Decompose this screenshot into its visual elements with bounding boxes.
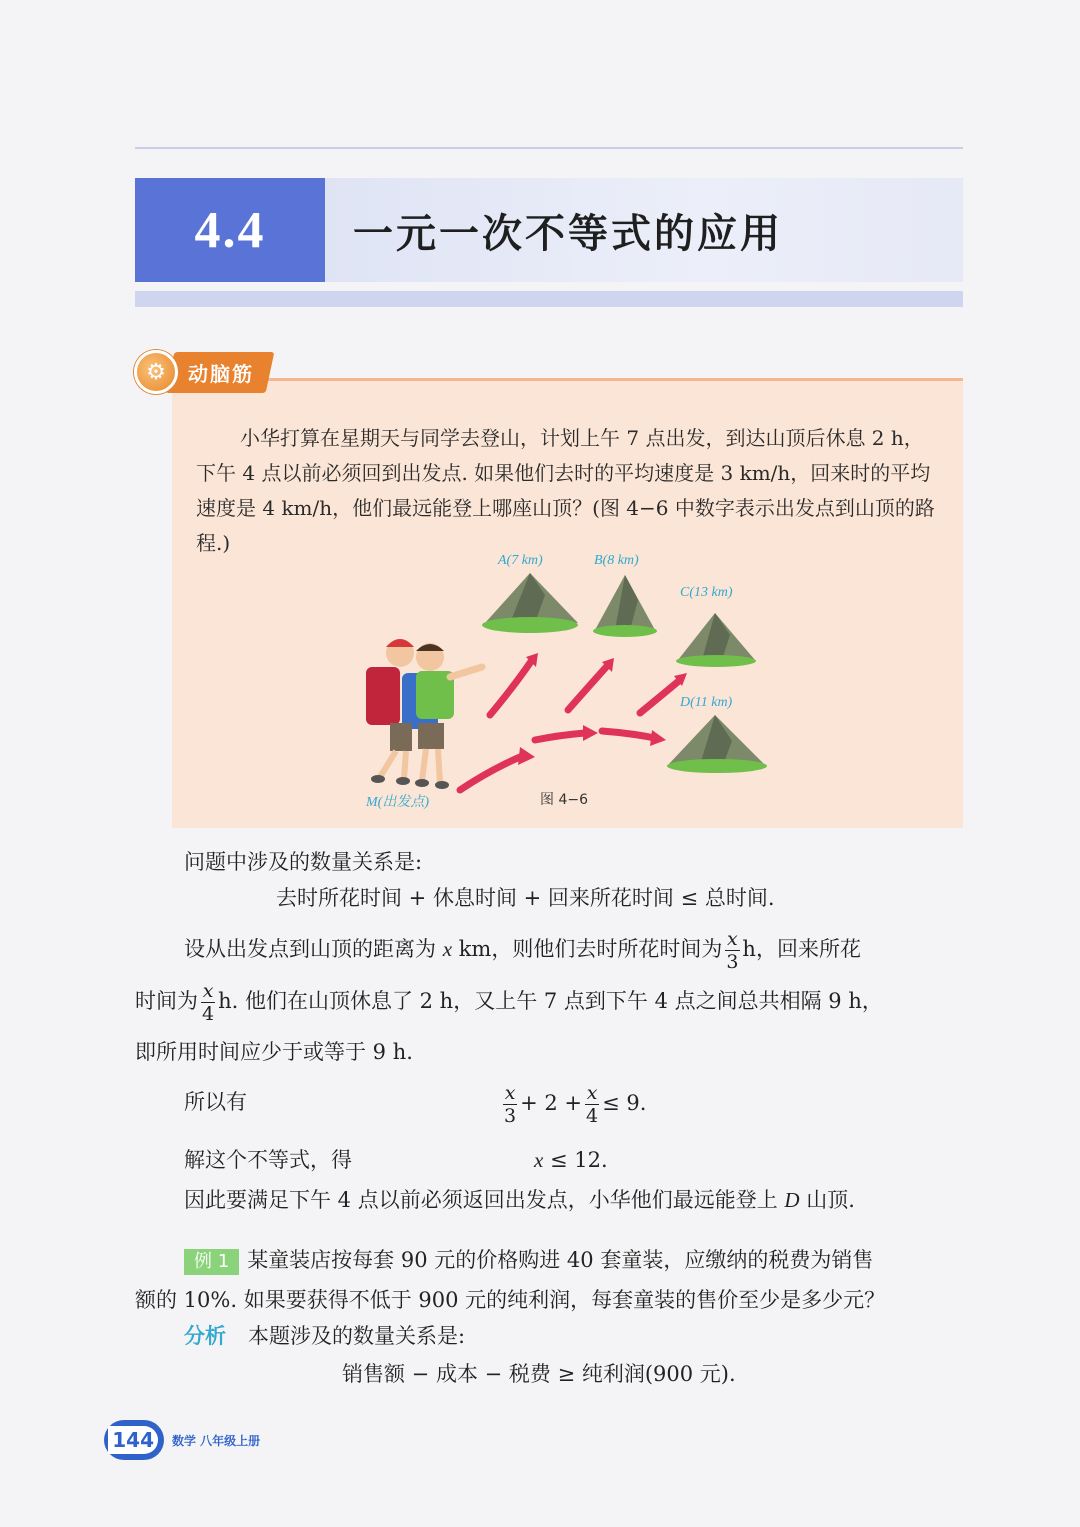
relation-intro: 问题中涉及的数量关系是: bbox=[184, 850, 423, 874]
mountain-d bbox=[667, 715, 767, 773]
solve-label: 解这个不等式，得 bbox=[184, 1148, 352, 1172]
page-number: 144 bbox=[108, 1426, 158, 1454]
fraction-x-over-3: $\frac{x}{3}$ bbox=[726, 928, 739, 973]
section-title: 一元一次不等式的应用 bbox=[353, 209, 783, 257]
time-limit-line: 即所用时间应少于或等于 9 h. bbox=[135, 1040, 413, 1064]
solve-result: x ≤ 12. bbox=[534, 1148, 608, 1172]
route-arrows bbox=[460, 660, 680, 790]
section-number: 4.4 bbox=[135, 178, 325, 282]
top-rule bbox=[135, 147, 963, 149]
example-1-line1: 例 1 某童装店按每套 90 元的价格购进 40 套童装，应缴纳的税费为销售 bbox=[184, 1246, 873, 1275]
page-footer bbox=[104, 1418, 260, 1462]
mountain-label-b: B(8 km) bbox=[594, 553, 639, 568]
section-header bbox=[135, 178, 963, 282]
think-label: 动脑筋 bbox=[188, 361, 254, 386]
mountain-b bbox=[593, 575, 657, 637]
so-label: 所以有 bbox=[184, 1090, 247, 1114]
book-title: 数学 八年级上册 bbox=[172, 1433, 261, 1448]
start-point-label: M(出发点) bbox=[366, 795, 429, 810]
example-1-line2: 额的 10%. 如果要获得不低于 900 元的纯利润，每套童装的售价至少是多少元？ bbox=[135, 1288, 886, 1312]
think-problem-text: 小华打算在星期天与同学去登山，计划上午 7 点出发，到达山顶后休息 2 h，下午 4 点以前必须回到出发点. 如果他们去时的平均速度是 3 km/h，回来时的平均速度是 4 km/h，他们最远能登上哪座山顶？(图 4−6 中数字表示出发点到山顶的路程.) bbox=[196, 426, 935, 555]
example-relation: 销售额 − 成本 − 税费 ≥ 纯利润(900 元). bbox=[342, 1362, 736, 1386]
analysis-tag: 分析 bbox=[184, 1324, 226, 1348]
mountain-label-a: A(7 km) bbox=[498, 553, 543, 568]
section-underbar bbox=[135, 291, 963, 307]
time-line: 时间为 $\frac{x}{4}$ h. 他们在山顶休息了 2 h，又上午 7 点到下午 4 点之间总共相隔 9 h， bbox=[135, 980, 883, 1025]
gear-icon: ⚙ bbox=[134, 350, 178, 394]
hikers bbox=[366, 639, 482, 789]
figure-4-6 bbox=[190, 545, 770, 820]
mountain-label-c: C(13 km) bbox=[680, 585, 733, 600]
relation-statement: 去时所花时间 + 休息时间 + 回来所花时间 ≤ 总时间. bbox=[276, 886, 775, 910]
mountain-label-d: D(11 km) bbox=[680, 695, 733, 710]
fraction-x-over-4: $\frac{x}{4}$ bbox=[202, 980, 215, 1025]
think-tag bbox=[134, 350, 270, 394]
setup-line: 设从出发点到山顶的距离为 x km，则他们去时所花时间为 $\frac{x}{3}$ h，回来所花 bbox=[184, 928, 861, 973]
figure-caption: 图 4−6 bbox=[540, 792, 588, 808]
mountain-c bbox=[676, 613, 756, 667]
example-tag: 例 1 bbox=[184, 1249, 239, 1275]
mountain-a bbox=[482, 573, 578, 633]
inequality: $\frac{x}{3}$ + 2 + $\frac{x}{4}$ ≤ 9. bbox=[504, 1082, 647, 1127]
conclusion: 因此要满足下午 4 点以前必须返回出发点，小华他们最远能登上 D 山顶. bbox=[184, 1188, 855, 1212]
analysis-line: 分析 本题涉及的数量关系是: bbox=[184, 1324, 466, 1348]
page-number-badge bbox=[104, 1420, 164, 1460]
